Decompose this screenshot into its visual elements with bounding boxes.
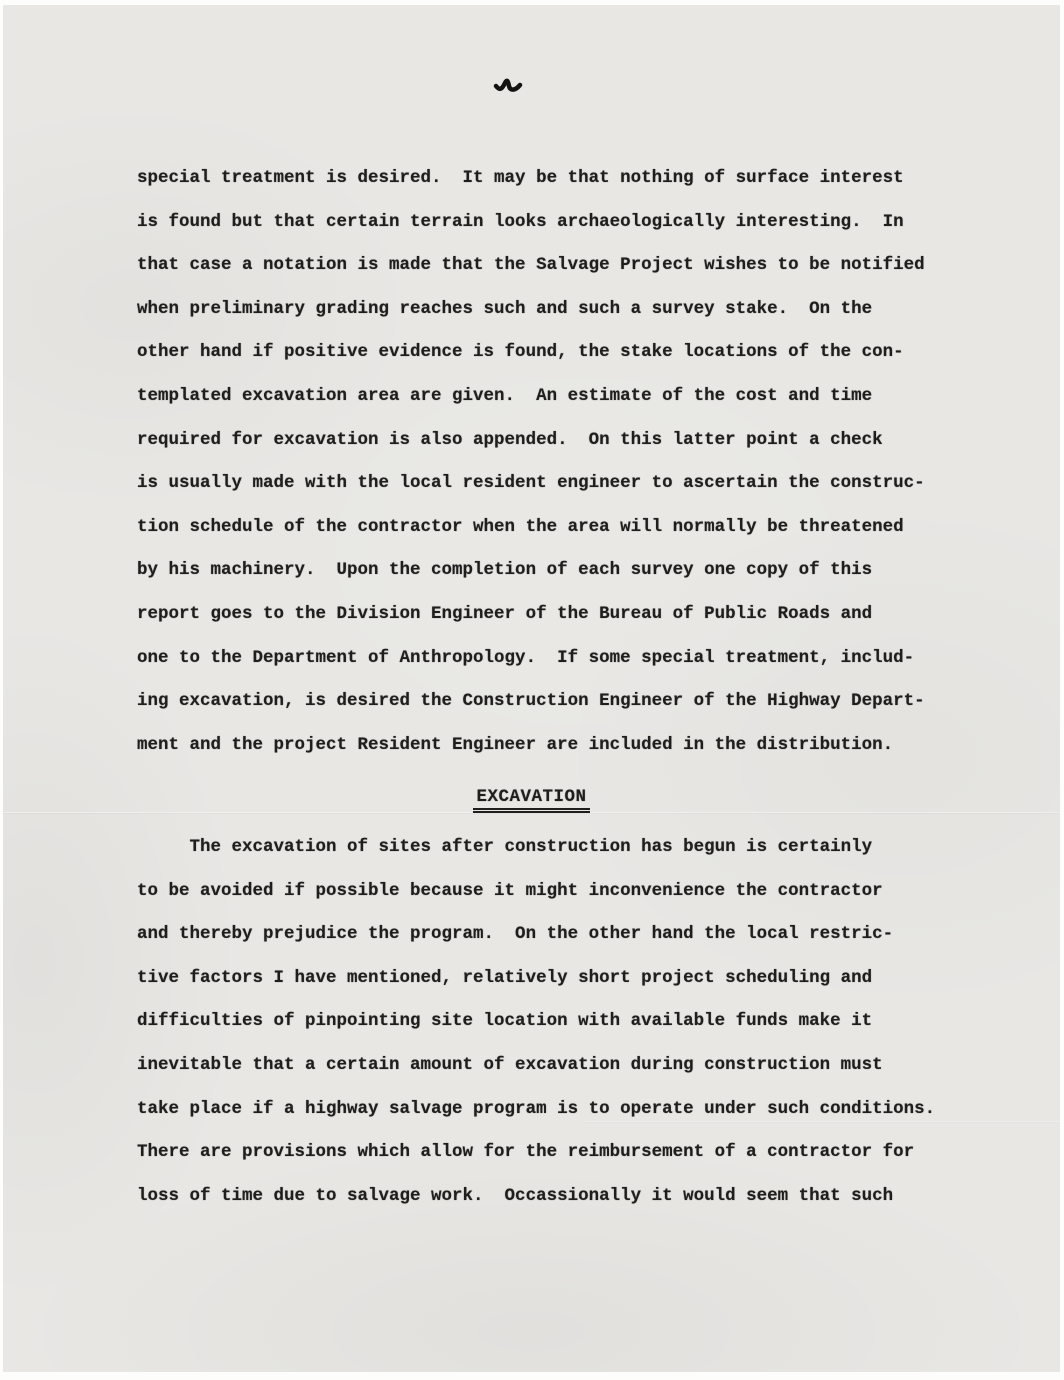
text-line: that case a notation is made that the Salvage Project wishes to be notified <box>137 255 925 276</box>
text-line: to be avoided if possible because it might inconvenience the contractor <box>137 880 883 901</box>
text-line: is usually made with the local resident engineer to ascertain the construc- <box>137 473 925 494</box>
section-heading-text: EXCAVATION <box>473 787 589 813</box>
text-line: templated excavation area are given. An estimate of the cost and time <box>137 385 873 406</box>
text-line: ment and the project Resident Engineer are included in the distribution. <box>137 734 894 755</box>
text-line: difficulties of pinpointing site location with available funds make it <box>137 1011 873 1032</box>
paragraph-excavation <box>137 826 935 1218</box>
text-line: by his machinery. Upon the completion of each survey one copy of this <box>137 560 873 581</box>
text-line: inevitable that a certain amount of excavation during construction must <box>137 1054 883 1075</box>
text-line: There are provisions which allow for the reimbursement of a contractor for <box>137 1142 915 1163</box>
text-line: tion schedule of the contractor when the area will normally be threatened <box>137 516 904 537</box>
text-line: take place if a highway salvage program is to operate under such conditions. <box>137 1098 936 1119</box>
handwritten-squiggle-mark <box>493 73 527 101</box>
section-heading <box>3 787 1060 813</box>
text-line: loss of time due to salvage work. Occassionally it would seem that such <box>137 1185 894 1206</box>
text-line: The excavation of sites after construction has begun is certainly <box>137 837 873 857</box>
text-line: ing excavation, is desired the Construction Engineer of the Highway Depart- <box>137 691 925 712</box>
document-page <box>3 5 1060 1372</box>
text-line: report goes to the Division Engineer of the Bureau of Public Roads and <box>137 603 873 624</box>
text-line: tive factors I have mentioned, relatively short project scheduling and <box>137 967 873 988</box>
paragraph-continuation <box>137 157 925 767</box>
text-line: special treatment is desired. It may be that nothing of surface interest <box>137 168 904 188</box>
text-line: is found but that certain terrain looks archaeologically interesting. In <box>137 211 904 232</box>
text-line: required for excavation is also appended. On this latter point a check <box>137 429 883 450</box>
text-line: other hand if positive evidence is found, the stake locations of the con- <box>137 342 904 363</box>
text-line: when preliminary grading reaches such and such a survey stake. On the <box>137 298 873 319</box>
text-line: one to the Department of Anthropology. If some special treatment, includ- <box>137 647 915 668</box>
text-line: and thereby prejudice the program. On the other hand the local restric- <box>137 924 894 945</box>
